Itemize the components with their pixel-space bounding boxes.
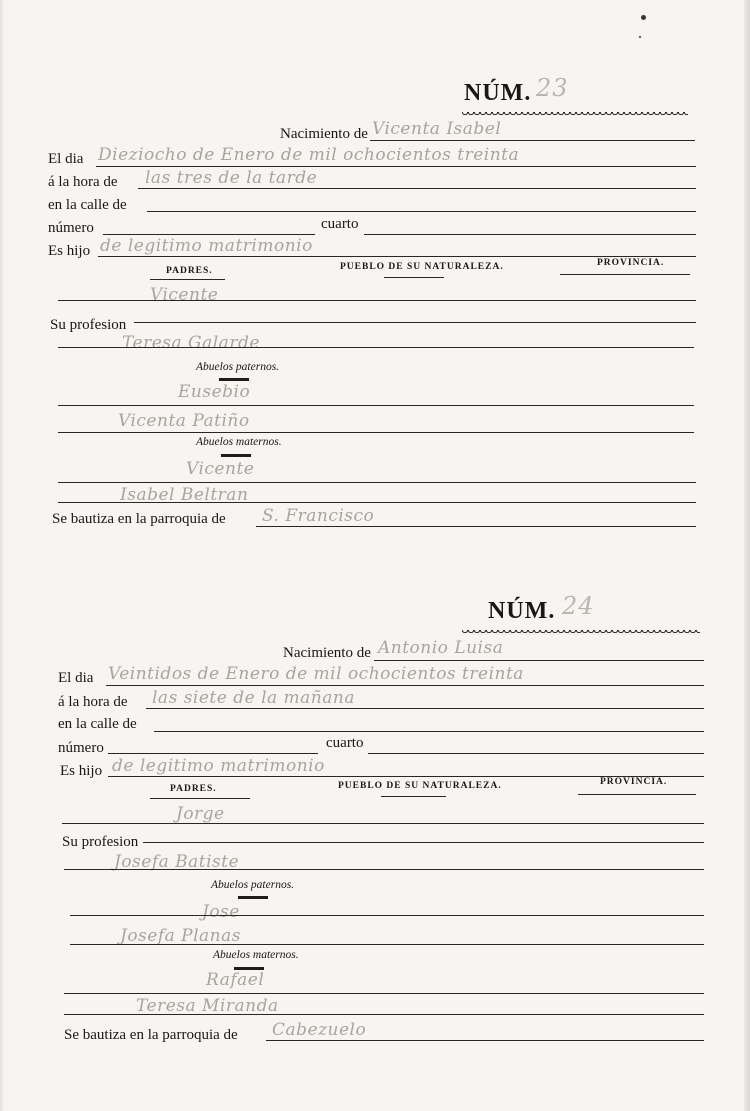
- es-hijo-label: Es hijo: [48, 243, 91, 259]
- materno-1-value: Vicente: [186, 459, 255, 479]
- hora-value: las tres de la tarde: [145, 168, 318, 188]
- el-dia-line: [106, 685, 704, 686]
- materno-2-value: Isabel Beltran: [120, 485, 249, 505]
- calle-line: [154, 731, 704, 732]
- abuelos-maternos-label: Abuelos maternos.: [196, 436, 282, 448]
- paterno-2-value: Josefa Planas: [120, 926, 241, 946]
- nacimiento-line: [374, 660, 704, 661]
- el-dia-label: El dia: [48, 151, 84, 167]
- numero-label: número: [48, 220, 94, 236]
- calle-label: en la calle de: [58, 716, 137, 732]
- cuarto-line: [368, 753, 704, 754]
- number-underline: [462, 630, 700, 636]
- abuelos-paternos-label: Abuelos paternos.: [211, 879, 295, 891]
- abuelos-paternos-label: Abuelos paternos.: [196, 361, 280, 373]
- materno-2-value: Teresa Miranda: [136, 996, 279, 1016]
- numero-label: número: [58, 740, 104, 756]
- materno-1-line: [64, 993, 704, 994]
- profesion-label: Su profesion: [50, 317, 127, 333]
- pueblo-header: PUEBLO DE SU NATURALEZA.: [340, 262, 504, 272]
- profesion-line-2: [64, 869, 704, 870]
- parroquia-value: S. Francisco: [262, 506, 375, 526]
- padres-rule: [150, 798, 250, 799]
- provincia-rule: [578, 794, 696, 795]
- padres-header: PADRES.: [170, 784, 217, 794]
- profesion-line: [143, 842, 704, 843]
- paterno-2-line: [70, 944, 704, 945]
- pueblo-rule: [381, 796, 446, 797]
- cuarto-label: cuarto: [326, 735, 364, 751]
- fecha-value: Dieziocho de Enero de mil ochocientos treinta: [98, 145, 520, 165]
- entry-number-label: NÚM.: [464, 80, 532, 106]
- abuelos-maternos-label: Abuelos maternos.: [213, 949, 299, 961]
- provincia-header: PROVINCIA.: [600, 777, 668, 787]
- entry-number-value: 23: [536, 74, 569, 102]
- bautiza-label: Se bautiza en la parroquia de: [52, 511, 226, 527]
- entry-number-label: NÚM.: [488, 598, 556, 624]
- es-hijo-value: de legitimo matrimonio: [112, 756, 325, 776]
- calle-label: en la calle de: [48, 197, 127, 213]
- entry-number-value: 24: [562, 592, 595, 620]
- numero-line: [108, 753, 318, 754]
- es-hijo-label: Es hijo: [60, 763, 103, 779]
- hora-value: las siete de la mañana: [152, 688, 355, 708]
- padres-line: [62, 823, 704, 824]
- hora-label: á la hora de: [58, 694, 128, 710]
- nacimiento-label: Nacimiento de: [283, 645, 371, 661]
- materno-1-value: Rafael: [206, 970, 265, 990]
- paterno-1-value: Jose: [202, 902, 240, 922]
- bautiza-line: [266, 1040, 704, 1041]
- padres-header: PADRES.: [166, 266, 213, 276]
- padres-value: Vicente: [150, 285, 219, 305]
- es-hijo-value: de legitimo matrimonio: [100, 236, 313, 256]
- bautiza-label: Se bautiza en la parroquia de: [64, 1027, 238, 1043]
- profesion-value: Teresa Galarde: [122, 333, 260, 353]
- nacimiento-value: Vicenta Isabel: [372, 119, 502, 139]
- pueblo-header: PUEBLO DE SU NATURALEZA.: [338, 781, 502, 791]
- profesion-label: Su profesion: [62, 834, 139, 850]
- paterno-1-line: [70, 915, 704, 916]
- hora-line: [146, 708, 704, 709]
- profesion-value: Josefa Batiste: [114, 852, 240, 872]
- nacimiento-value: Antonio Luisa: [378, 638, 504, 658]
- nacimiento-label: Nacimiento de: [280, 126, 368, 142]
- cuarto-label: cuarto: [321, 216, 359, 232]
- parroquia-value: Cabezuelo: [272, 1020, 367, 1040]
- paterno-1-value: Eusebio: [178, 382, 251, 402]
- fecha-value: Veintidos de Enero de mil ochocientos treinta: [108, 664, 524, 684]
- paterno-2-value: Vicenta Patiño: [118, 411, 250, 431]
- el-dia-label: El dia: [58, 670, 94, 686]
- padres-value: Jorge: [176, 804, 225, 824]
- materno-2-line: [64, 1014, 704, 1015]
- hora-label: á la hora de: [48, 174, 118, 190]
- abuelos-paternos-rule: [238, 896, 268, 899]
- provincia-header: PROVINCIA.: [597, 258, 665, 268]
